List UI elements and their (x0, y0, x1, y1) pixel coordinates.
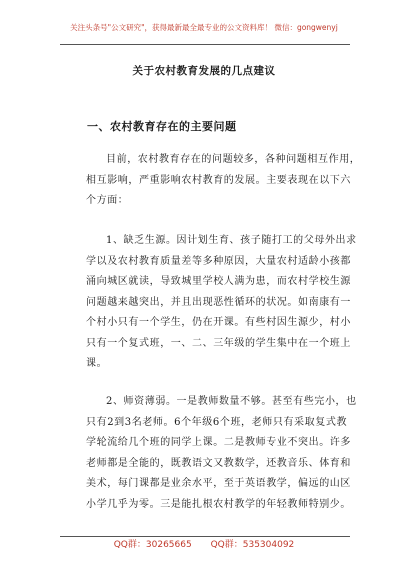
paragraph-line: 1、缺乏生源。因计划生育、孩子随打工的父母外出求 (106, 235, 357, 246)
footer-qq-group-1: QQ群：30265665 (113, 540, 192, 550)
header-divider (60, 44, 350, 45)
paragraph-line: 问题越来越突出，并且出现恶性循环的状况。如南康有一 (86, 296, 351, 308)
paragraph-intro (86, 150, 361, 212)
document-title: 关于农村教育发展的几点建议 (132, 65, 276, 77)
paragraph-line: 2、师资薄弱。一是教师数量不够。甚至有些完小，也 (106, 396, 357, 407)
paragraph-line: 只有2到3名老师。6个年级6个班，老师只有采取复式教 (86, 416, 348, 428)
footer-qq-group-2: QQ群：535304092 (210, 540, 295, 550)
section-heading: 一、农村教育存在的主要问题 (87, 120, 237, 133)
paragraph-line: 老师都是全能的，既教语文又教数学，还教音乐、体育和 (86, 457, 351, 469)
paragraph-line: 只有一个复式班，一、二、三年级的学生集中在一个班上 (86, 337, 351, 349)
paragraph-line: 相互影响，严重影响农村教育的发展。主要表现在以下六 (86, 174, 351, 186)
paragraph-line: 美术，每门课都是业余水平，至于英语教学，偏远的山区 (86, 478, 351, 489)
paragraph-line: 个村小只有一个学生，仍在开课。有些村因生源少，村小 (86, 317, 351, 328)
paragraph-line: 学以及农村教育质量差等多种原因，大量农村适龄小孩都 (86, 255, 351, 267)
header-notice: 关注头条号"公文研究"，获得最新最全最专业的公文资料库！ 微信：gongwenyj (70, 23, 338, 32)
paragraph-line: 课。 (86, 358, 108, 369)
paragraph-lack-of-students (86, 231, 357, 375)
paragraph-weak-teachers (86, 392, 357, 515)
paragraph-line: 学轮流给几个班的同学上课。二是教师专业不突出。许多 (86, 437, 351, 448)
paragraph-line: 个方面： (86, 195, 129, 206)
paragraph-line: 目前，农村教育存在的问题较多，各种问题相互作用， (106, 154, 361, 165)
footer (0, 537, 408, 550)
paragraph-line: 小学几乎为零。三是能扎根农村教学的年轻教师特别少。 (86, 498, 351, 510)
paragraph-line: 涌向城区就读，导致城里学校人满为患，而农村学校生源 (86, 276, 351, 287)
